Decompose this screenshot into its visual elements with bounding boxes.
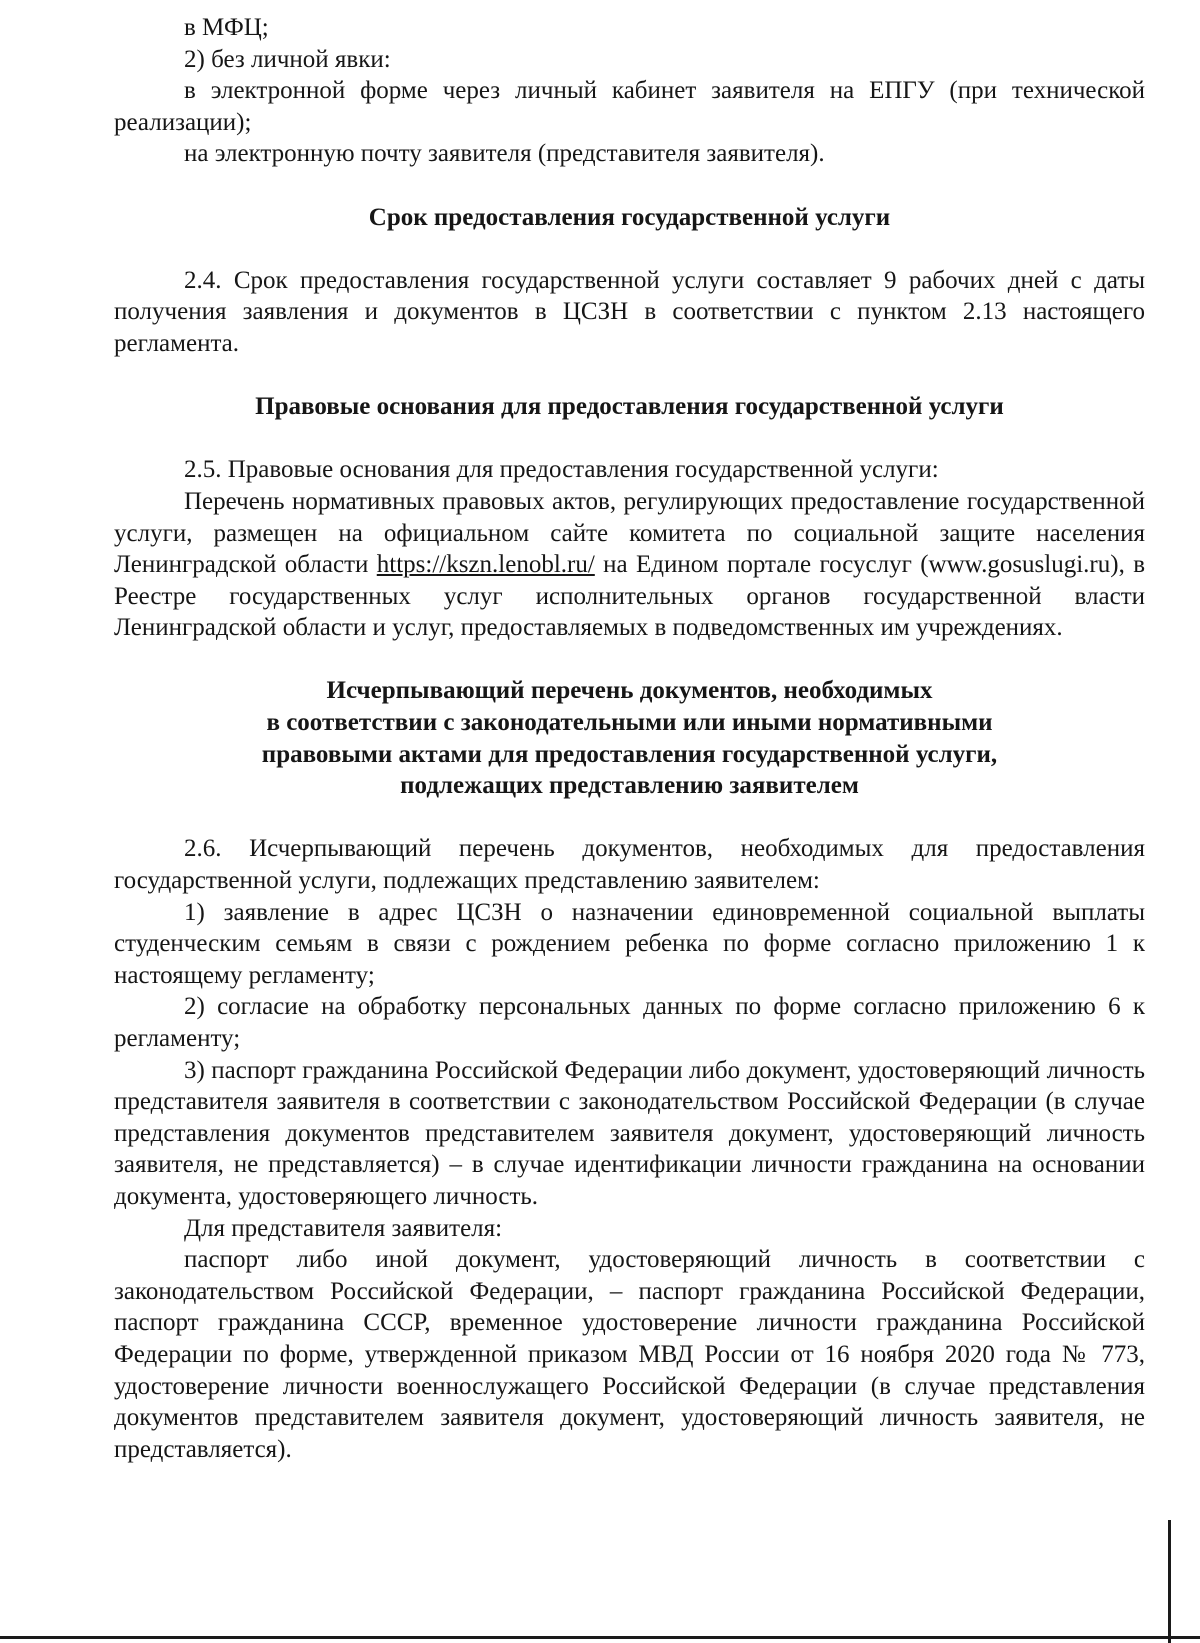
paragraph-2-4: 2.4. Срок предоставления государственной услуги составляет 9 рабочих дней с даты получения заявления и документов в ЦСЗН в соответствии с пунктом 2.13 настоящего регламента. [114,266,1145,357]
heading-documents-line-2: в соответствии с законодательными или иными нормативными [266,709,993,737]
heading-documents-line-4: подлежащих представлению заявителем [400,772,859,800]
heading-service-term: Срок предоставления государственной услуги [368,203,891,231]
document-page [114,12,1145,1465]
paragraph-email: на электронную почту заявителя (представителя заявителя). [184,140,825,168]
paragraph-representative: Для представителя заявителя: [184,1214,503,1242]
paragraph-electronic-form: в электронной форме через личный кабинет заявителя на ЕПГУ (при технической реализации); [114,77,1145,136]
kszn-website-link[interactable]: https://kszn.lenobl.ru/ [376,551,595,579]
paragraph-no-visit: 2) без личной явки: [184,45,391,73]
paragraph-2-6: 2.6. Исчерпывающий перечень документов, необходимых для предоставления государственной услуги, подлежащих представлению заявителем: [114,835,1145,895]
scan-edge-right [1168,1520,1171,1643]
paragraph-item-2-consent: 2) согласие на обработку персональных данных по форме согласно приложению 6 к регламенту; [114,993,1145,1052]
paragraph-2-5: 2.5. Правовые основания для предоставления государственной услуги: [184,456,939,484]
heading-legal-grounds: Правовые основания для предоставления государственной услуги [255,393,1004,421]
legal-acts-text-before: Перечень нормативных правовых актов, регулирующих предоставление государственной услуги, размещен на официальном сайте комитета по социальной защите населения Ленинградской области [114,487,1145,579]
heading-documents-list [114,675,1145,801]
spacer [114,233,1145,265]
legal-acts-text-after: на Едином портале госуслуг (www.gosuslugi.ru), в Реестре государственных услуг исполнительных органов государственной власти Ленинградской области и услуг, предоставляемых в подведомственных им учреждениях. [114,551,1145,642]
scan-edge-bottom [0,1636,1200,1639]
spacer [114,644,1145,676]
paragraph-legal-acts-list [114,486,1145,644]
spacer [114,802,1145,834]
paragraph-item-1-application: 1) заявление в адрес ЦСЗН о назначении единовременной социальной выплаты студенческим семьям в связи с рождением ребенка по форме согласно приложению 1 к настоящему регламенту; [114,898,1145,989]
heading-documents-line-3: правовыми актами для предоставления государственной услуги, [261,740,998,768]
paragraph-representative-documents: паспорт либо иной документ, удостоверяющий личность в соответствии с законодательством Российской Федерации, – паспорт гражданина Российской Федерации, паспорт гражданина СССР, временное удостоверение личности гражданина Российской Федерации по форме, утвержденной приказом МВД России от 16 ноября 2020 года № 773, удостоверение личности военнослужащего Российской Федерации (в случае представления документов представителем заявителя документ, удостоверяющий личность заявителя, не представляется). [114,1246,1145,1463]
paragraph-mfc: в МФЦ; [184,14,269,41]
spacer [114,423,1145,455]
spacer [114,360,1145,392]
spacer [114,170,1145,202]
heading-documents-line-1: Исчерпывающий перечень документов, необходимых [326,677,933,705]
paragraph-item-3-passport: 3) паспорт гражданина Российской Федерации либо документ, удостоверяющий личность представителя заявителя в соответствии с законодательством Российской Федерации (в случае представления документов представителем заявителя документ, удостоверяющий личность заявителя, не представляется) – в случае идентификации личности гражданина на основании документа, удостоверяющего личность. [114,1056,1145,1210]
